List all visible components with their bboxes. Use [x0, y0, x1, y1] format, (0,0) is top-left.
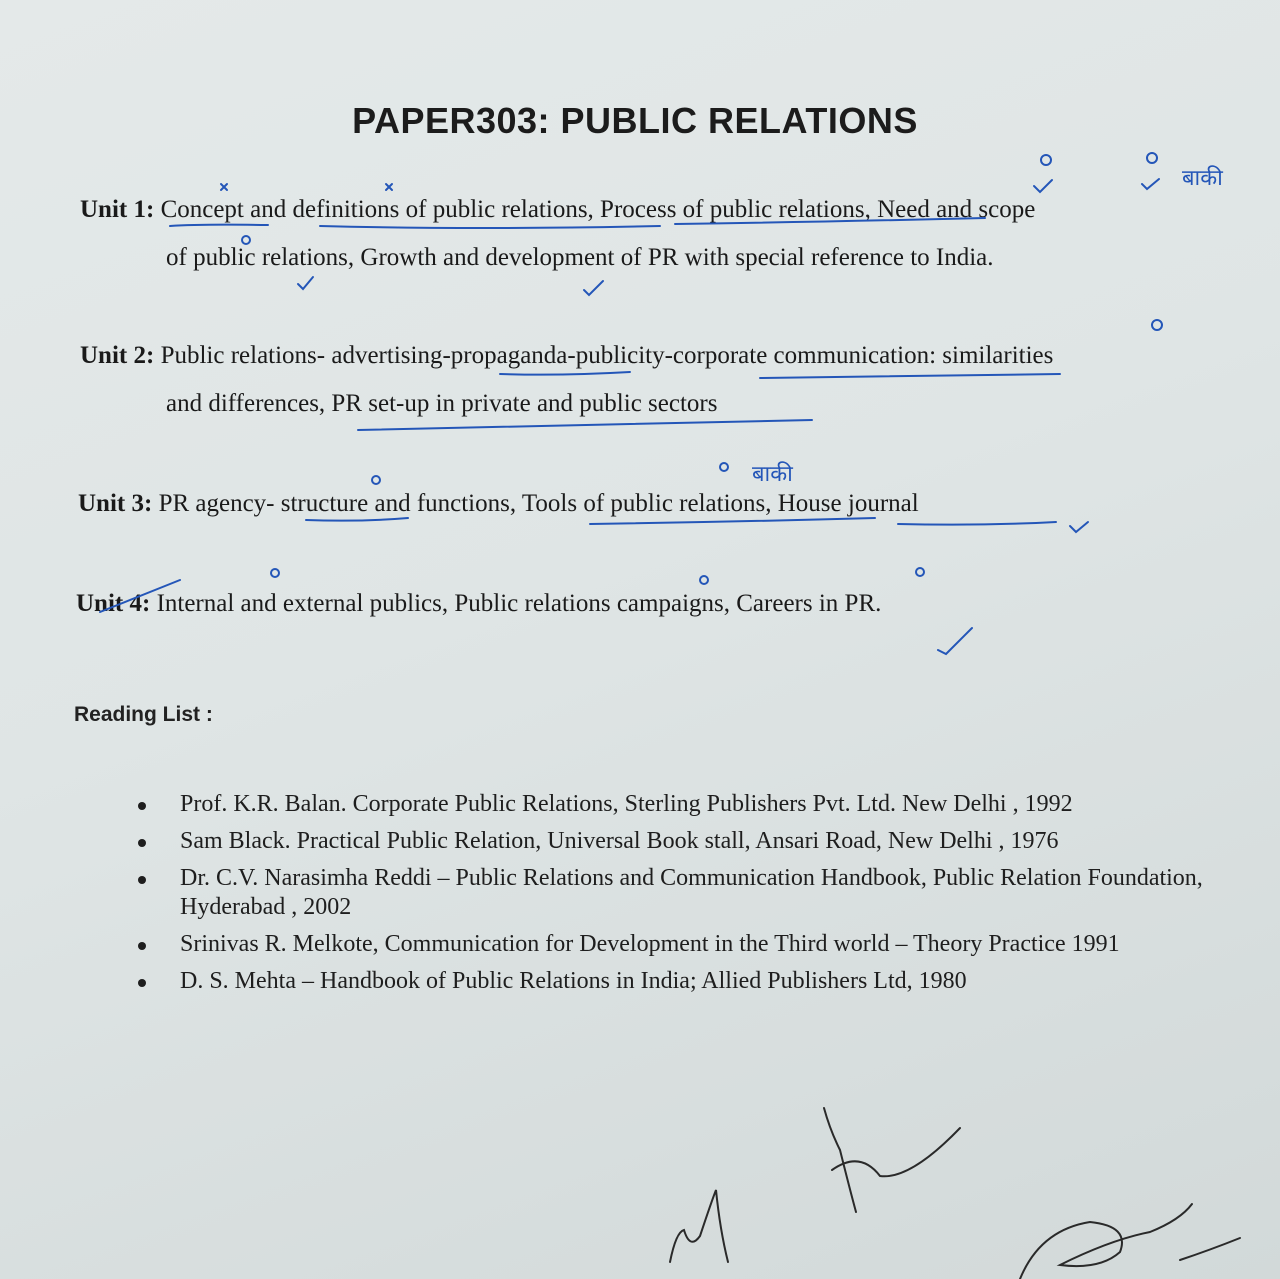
handwritten-note: बाकी	[1182, 166, 1223, 191]
signature-mark	[824, 1108, 960, 1212]
reading-list-item-text: Prof. K.R. Balan. Corporate Public Relations, Sterling Publishers Pvt. Ltd. New Delhi , 1992	[180, 791, 1073, 817]
unit-2-text-line1: Public relations- advertising-propaganda-publicity-corporate communication: similarities	[160, 342, 1054, 369]
unit-3-text-line1: PR agency- structure and functions, Tools of public relations, House journal	[158, 490, 919, 517]
unit-2-text-line2: and differences, PR set-up in private and public sectors	[166, 390, 718, 417]
unit-1-text-line1: Concept and definitions of public relations, Process of public relations, Need and scope	[160, 196, 1036, 223]
signature-mark	[670, 1190, 728, 1262]
reading-list-item-text: D. S. Mehta – Handbook of Public Relations in India; Allied Publishers Ltd, 1980	[180, 968, 967, 994]
reading-list-heading: Reading List :	[74, 703, 213, 726]
unit-1-label: Unit 1:	[80, 196, 155, 223]
reading-list-item-text: Srinivas R. Melkote, Communication for Development in the Third world – Theory Practice 1991	[180, 931, 1120, 957]
reading-list-item-text: Sam Black. Practical Public Relation, Universal Book stall, Ansari Road, New Delhi , 1976	[180, 828, 1059, 854]
unit-2-label: Unit 2:	[80, 342, 155, 369]
unit-3-label: Unit 3:	[78, 490, 153, 517]
unit-4-text-line1: Internal and external publics, Public relations campaigns, Careers in PR.	[156, 590, 882, 617]
signature-mark	[1180, 1238, 1240, 1260]
unit-1-text-line2: of public relations, Growth and development of PR with special reference to India.	[166, 244, 994, 271]
reading-list-item-text: Dr. C.V. Narasimha Reddi – Public Relations and Communication Handbook, Public Relation Foundation, Hyderabad , 2002	[180, 865, 1203, 920]
unit-4-label: Unit 4:	[76, 590, 151, 617]
handwritten-note: बाकी	[752, 462, 793, 487]
page-title: PAPER303: PUBLIC RELATIONS	[352, 100, 918, 141]
signature-mark	[1020, 1204, 1192, 1279]
